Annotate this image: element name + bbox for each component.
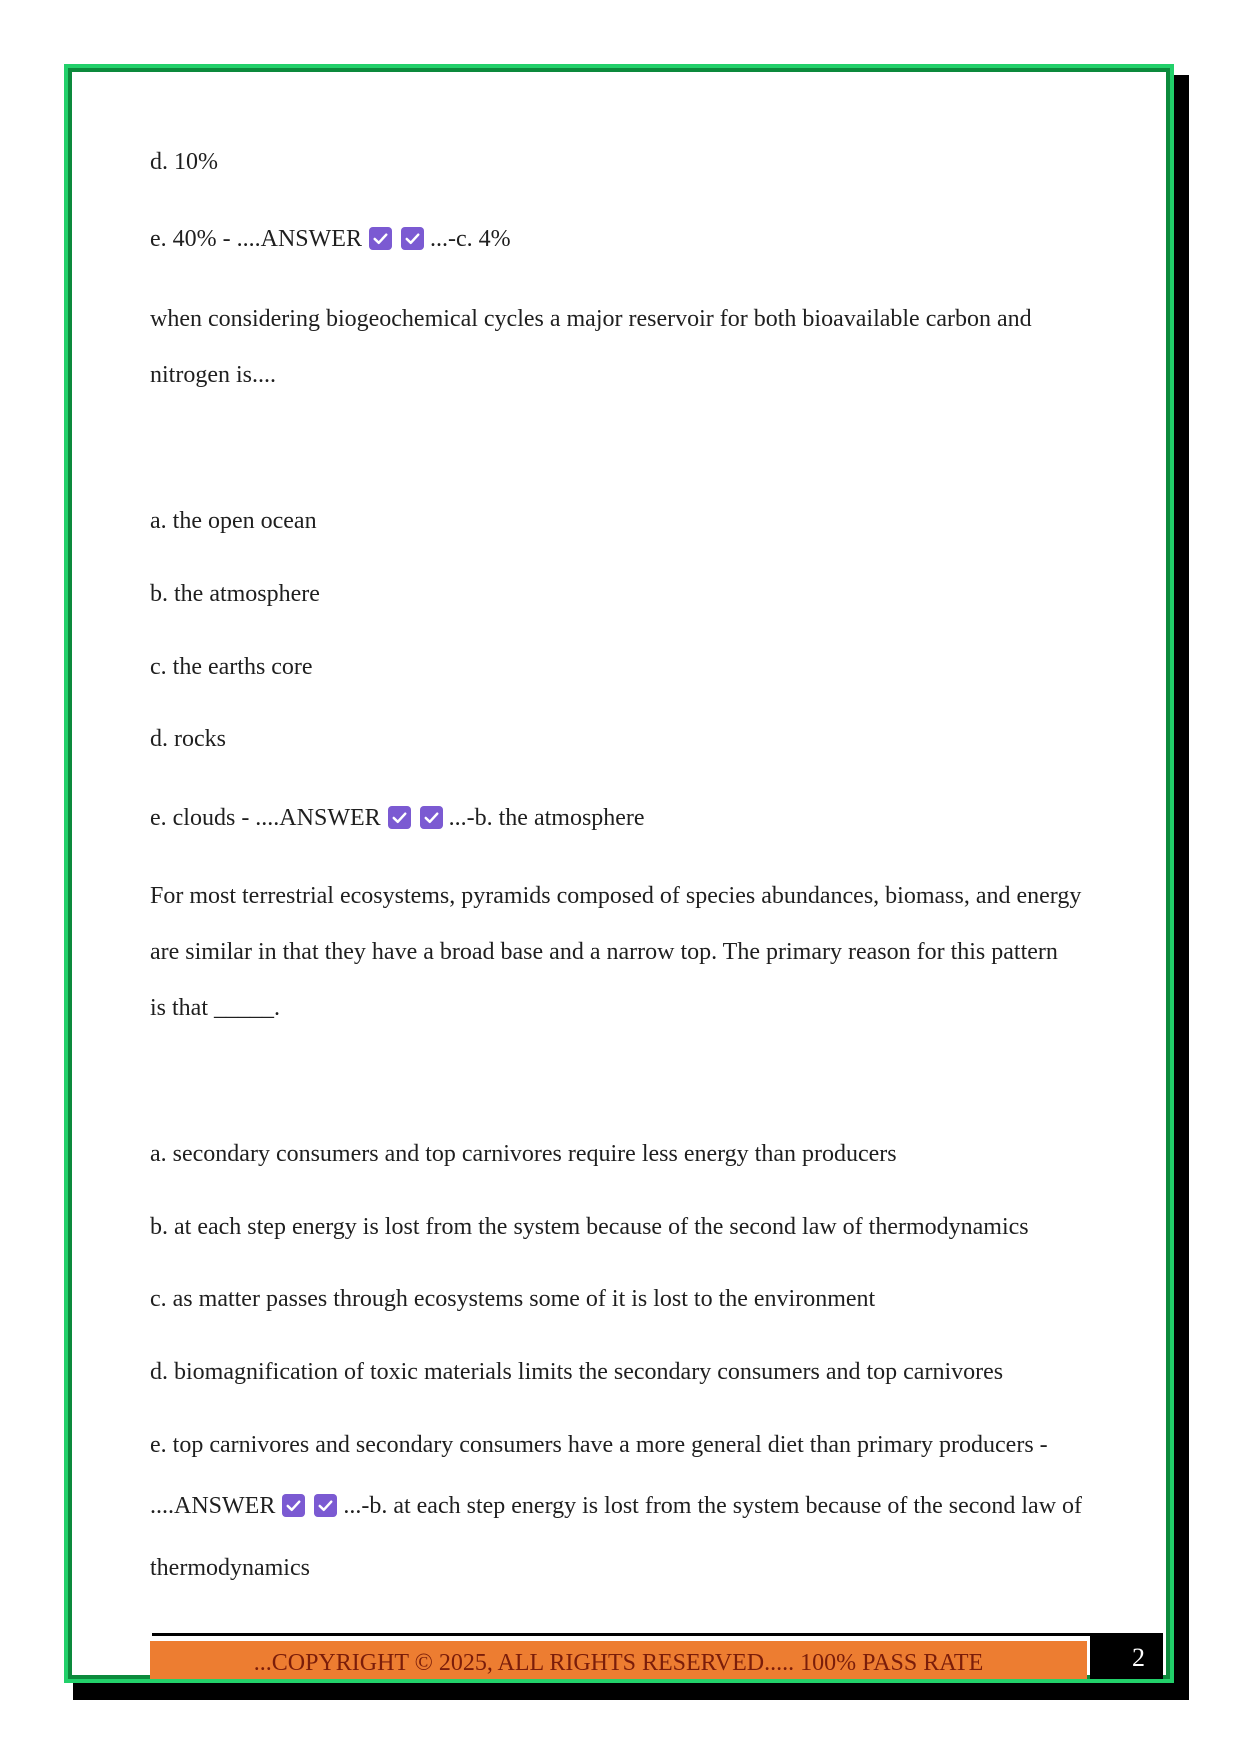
page-number-box xyxy=(1090,1633,1163,1679)
check-box-icon xyxy=(420,806,443,829)
answer-line xyxy=(150,1491,1082,1521)
option-b: b. at each step energy is lost from the system because of the second law of thermodynamics xyxy=(150,1214,1029,1240)
check-box-icon xyxy=(282,1494,305,1517)
question-text: is that _____. xyxy=(150,995,280,1021)
footer-rule xyxy=(152,1633,1090,1636)
option-c: c. the earths core xyxy=(150,654,313,680)
question-text: are similar in that they have a broad base and a narrow top. The primary reason for this pattern xyxy=(150,939,1058,965)
question-text: when considering biogeochemical cycles a major reservoir for both bioavailable carbon and xyxy=(150,306,1032,332)
page-number: 2 xyxy=(1132,1643,1145,1672)
option-d: d. 10% xyxy=(150,149,218,175)
option-e: e. top carnivores and secondary consumers have a more general diet than primary producers - xyxy=(150,1432,1048,1458)
option-a: a. the open ocean xyxy=(150,508,317,534)
answer-line xyxy=(150,803,645,833)
answer-text: ...-c. 4% xyxy=(429,226,511,252)
check-box-icon xyxy=(401,227,424,250)
option-b: b. the atmosphere xyxy=(150,581,320,607)
question-text: For most terrestrial ecosystems, pyramids composed of species abundances, biomass, and energy xyxy=(150,883,1082,909)
check-box-icon xyxy=(314,1494,337,1517)
footer-copyright-bar xyxy=(150,1641,1087,1679)
answer-text: ...-b. at each step energy is lost from the system because of the second law of xyxy=(343,1493,1083,1519)
option-d: d. biomagnification of toxic materials limits the secondary consumers and top carnivores xyxy=(150,1359,1004,1385)
answer-marker: e. 40% - ....ANSWER xyxy=(150,226,362,252)
check-box-icon xyxy=(388,806,411,829)
copyright-text: ...COPYRIGHT © 2025, ALL RIGHTS RESERVED..... 100% PASS RATE xyxy=(253,1650,984,1676)
answer-marker: e. clouds - ....ANSWER xyxy=(150,805,381,831)
answer-marker: ....ANSWER xyxy=(150,1493,276,1519)
option-d: d. rocks xyxy=(150,726,226,752)
answer-line xyxy=(150,224,511,254)
answer-text-continued: thermodynamics xyxy=(150,1555,310,1581)
question-text: nitrogen is.... xyxy=(150,362,276,388)
check-box-icon xyxy=(369,227,392,250)
option-a: a. secondary consumers and top carnivores require less energy than producers xyxy=(150,1141,897,1167)
answer-text: ...-b. the atmosphere xyxy=(448,805,645,831)
option-c: c. as matter passes through ecosystems some of it is lost to the environment xyxy=(150,1286,876,1312)
